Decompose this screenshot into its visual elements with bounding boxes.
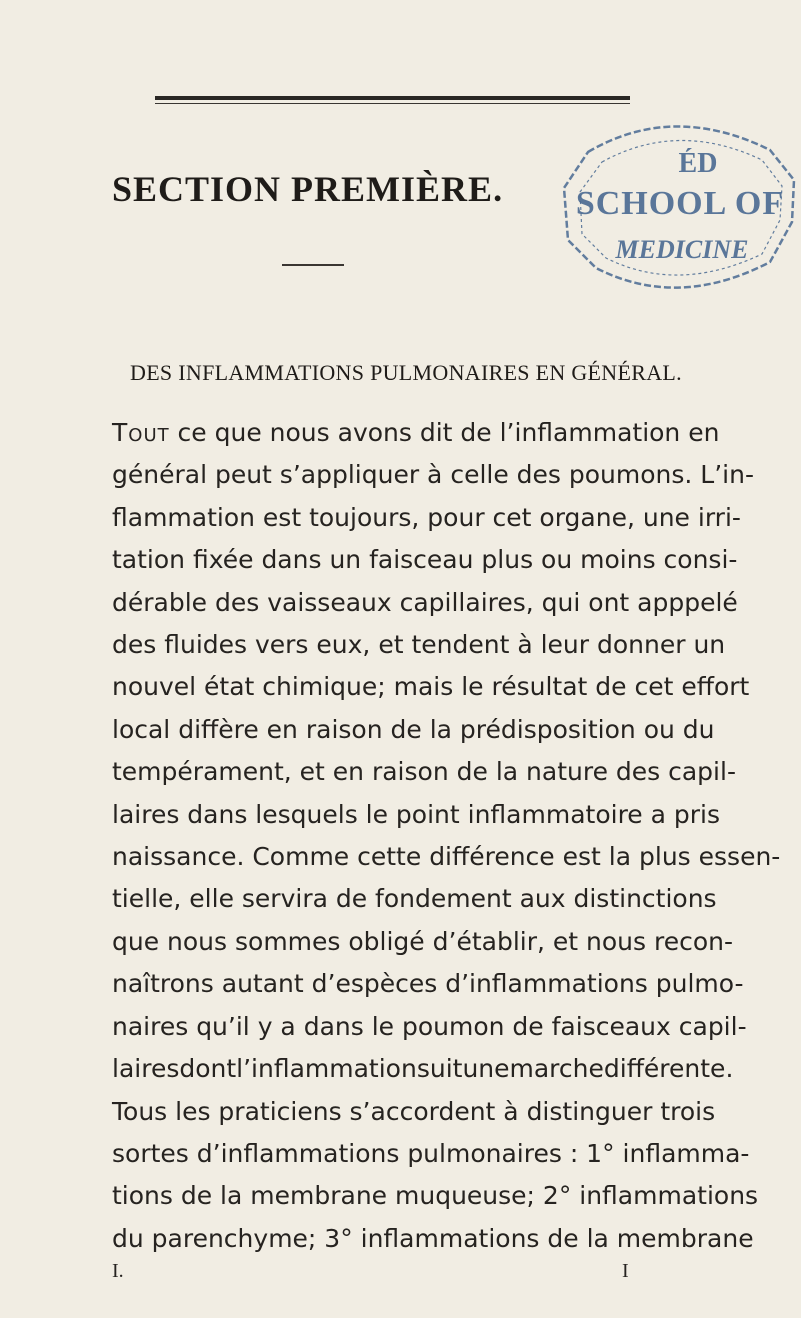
body-line: laires dans lesquels le point inflammatoire a pris (112, 799, 721, 829)
body-line: local diffère en raison de la prédisposition ou du (112, 714, 715, 744)
body-line: Tous les praticiens s’accordent à distinguer trois (112, 1096, 716, 1126)
body-line: tation fixée dans un faisceau plus ou moins consi- (112, 545, 738, 575)
body-paragraph (112, 412, 781, 1260)
body-line: naires qu’il y a dans le poumon de faisceaux capil- (112, 1011, 747, 1041)
body-line: nouvel état chimique; mais le résultat de cet effort (112, 672, 750, 702)
drop-word: Tout (112, 418, 170, 447)
chapter-title: DES INFLAMMATIONS PULMONAIRES EN GÉNÉRAL. (130, 360, 682, 385)
body-line: tions de la membrane muqueuse; 2° inflammations (112, 1181, 759, 1211)
body-line: que nous sommes obligé d’établir, et nous recon- (112, 926, 733, 956)
top-rule (155, 96, 630, 100)
body-line: général peut s’appliquer à celle des poumons. L’in- (112, 460, 754, 490)
short-divider (282, 264, 344, 266)
library-stamp (548, 110, 798, 302)
signature-mark: I. (112, 1260, 124, 1282)
section-title: SECTION PREMIÈRE. (112, 169, 504, 209)
stamp-bottom-text: MEDICINE (615, 235, 749, 264)
top-rule-thin (155, 103, 630, 104)
body-line: tielle, elle servira de fondement aux distinctions (112, 884, 717, 914)
body-line: dérable des vaisseaux capillaires, qui ont apppelé (112, 587, 738, 617)
body-line: naissance. Comme cette différence est la plus essen- (112, 842, 781, 872)
body-line-text: ce que nous avons dit de l’inflammation en (169, 418, 720, 447)
stamp-top-text: ÉD (678, 148, 718, 179)
body-line: du parenchyme; 3° inflammations de la membrane (112, 1223, 754, 1253)
body-line: naîtrons autant d’espèces d’inflammations pulmo- (112, 969, 744, 999)
page-number: I (622, 1260, 629, 1282)
body-line: des fluides vers eux, et tendent à leur donner un (112, 630, 726, 660)
stamp-middle-text: SCHOOL OF (575, 185, 785, 222)
body-line: lairesdontl’inflammationsuitunemarchedifférente. (112, 1054, 734, 1084)
body-line (112, 412, 720, 454)
body-line: flammation est toujours, pour cet organe, une irri- (112, 502, 741, 532)
body-line: tempérament, et en raison de la nature des capil- (112, 757, 736, 787)
body-line: sortes d’inflammations pulmonaires : 1° inflamma- (112, 1138, 750, 1168)
